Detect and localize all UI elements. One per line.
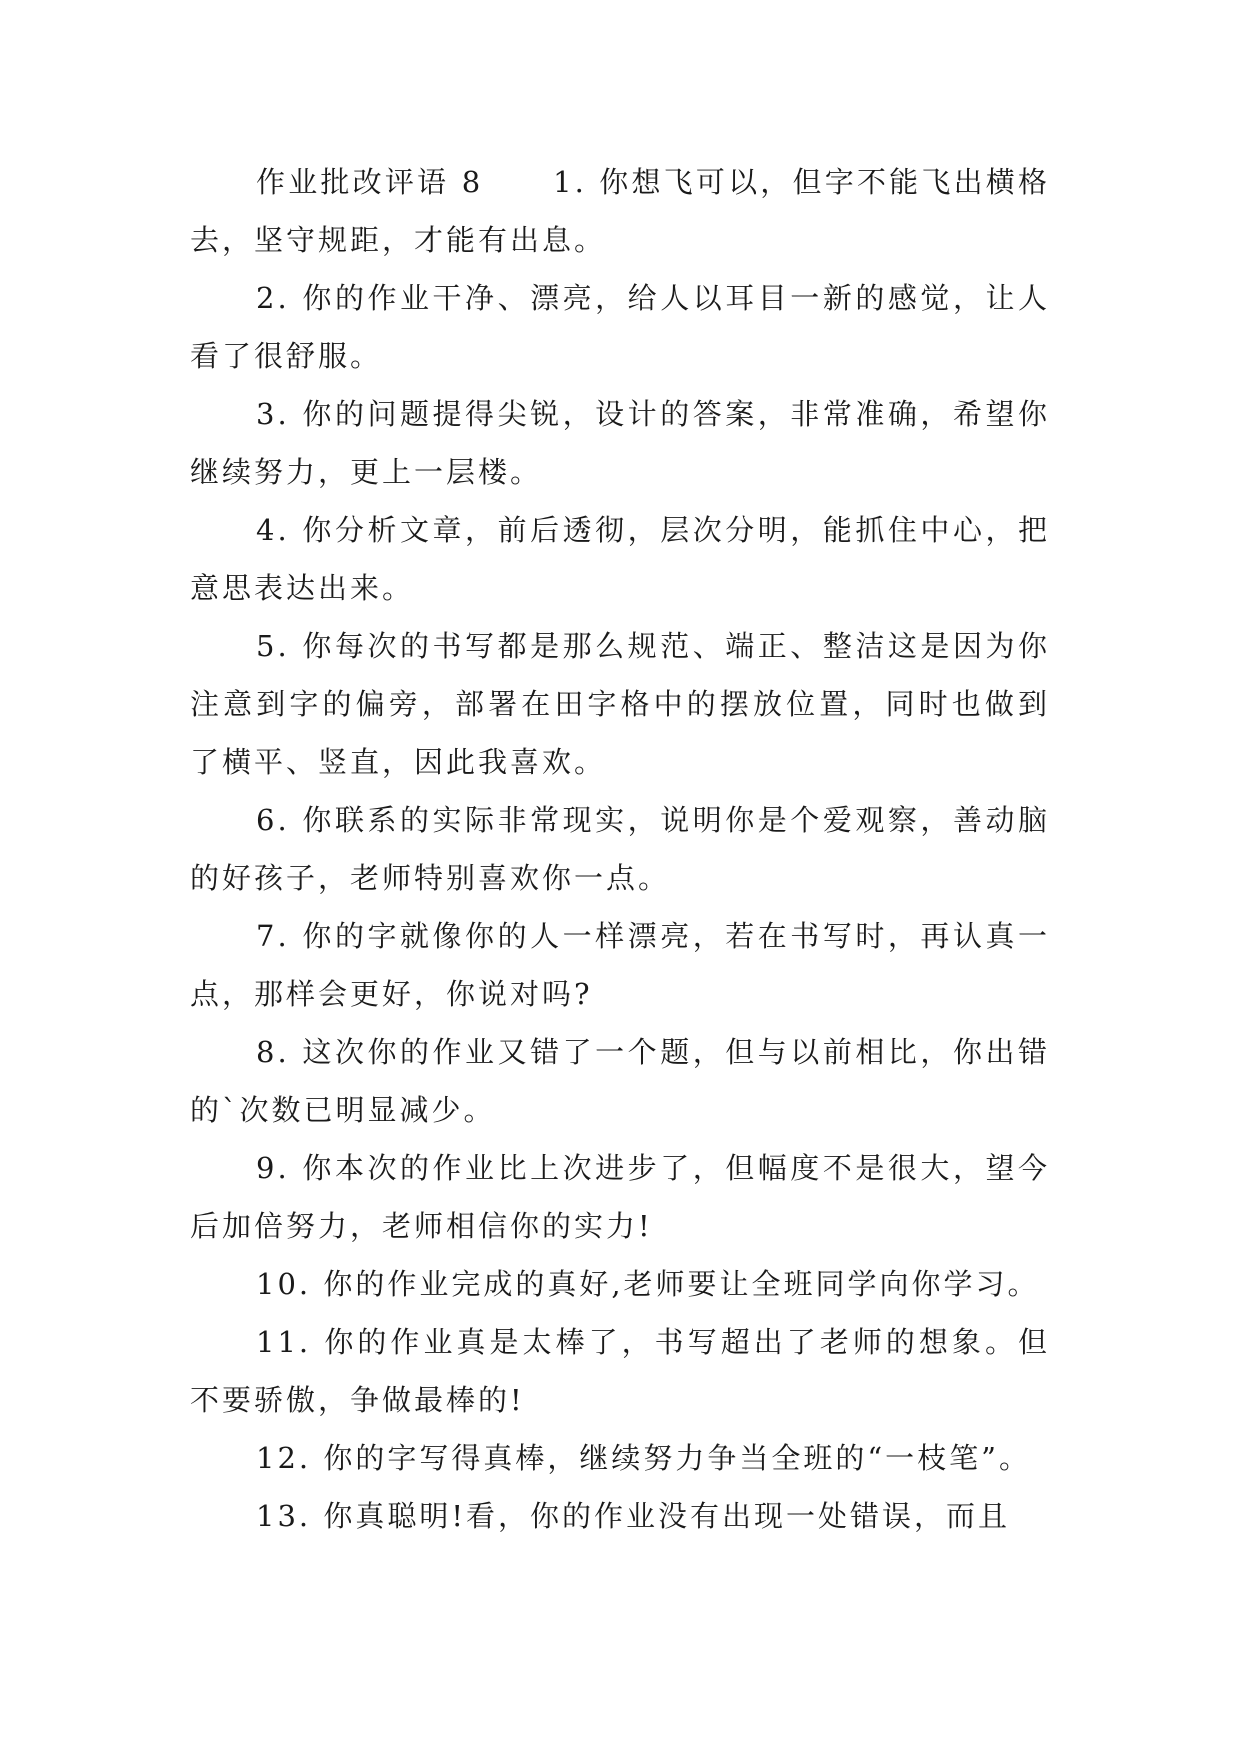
paragraph-7: 7. 你的字就像你的人一样漂亮，若在书写时，再认真一点，那样会更好，你说对吗?	[190, 919, 1050, 1011]
paragraph-text: 1. 你想飞可以，但字不能飞出横格去，坚守规距，才能有出息。	[190, 165, 1051, 257]
paragraph-11: 11. 你的作业真是太棒了，书写超出了老师的想象。但不要骄傲，争做最棒的!	[190, 1325, 1050, 1417]
paragraph-8: 8. 这次你的作业又错了一个题，但与以前相比，你出错的`次数已明显减少。	[190, 1035, 1050, 1127]
paragraph-4: 4. 你分析文章，前后透彻，层次分明，能抓住中心，把意思表达出来。	[190, 513, 1050, 605]
paragraph-6: 6. 你联系的实际非常现实，说明你是个爱观察，善动脑的好孩子，老师特别喜欢你一点。	[190, 803, 1050, 895]
paragraph-3: 3. 你的问题提得尖锐，设计的答案，非常准确，希望你继续努力，更上一层楼。	[190, 397, 1050, 489]
document-body	[190, 153, 1050, 1545]
paragraph-9: 9. 你本次的作业比上次进步了，但幅度不是很大，望今后加倍努力，老师相信你的实力!	[190, 1151, 1050, 1243]
paragraph-2: 2. 你的作业干净、漂亮，给人以耳目一新的感觉，让人看了很舒服。	[190, 281, 1050, 373]
paragraph-10: 10. 你的作业完成的真好,老师要让全班同学向你学习。	[256, 1267, 1040, 1301]
paragraph-13: 13. 你真聪明!看，你的作业没有出现一处错误，而且	[256, 1499, 1010, 1533]
paragraph-12: 12. 你的字写得真棒，继续努力争当全班的“一枝笔”。	[256, 1441, 1031, 1475]
paragraph-5: 5. 你每次的书写都是那么规范、端正、整洁这是因为你注意到字的偏旁，部署在田字格中的摆放位置，同时也做到了横平、竖直，因此我喜欢。	[190, 629, 1050, 779]
document-title: 作业批改评语 8	[256, 165, 484, 199]
paragraph-1	[190, 153, 1050, 269]
